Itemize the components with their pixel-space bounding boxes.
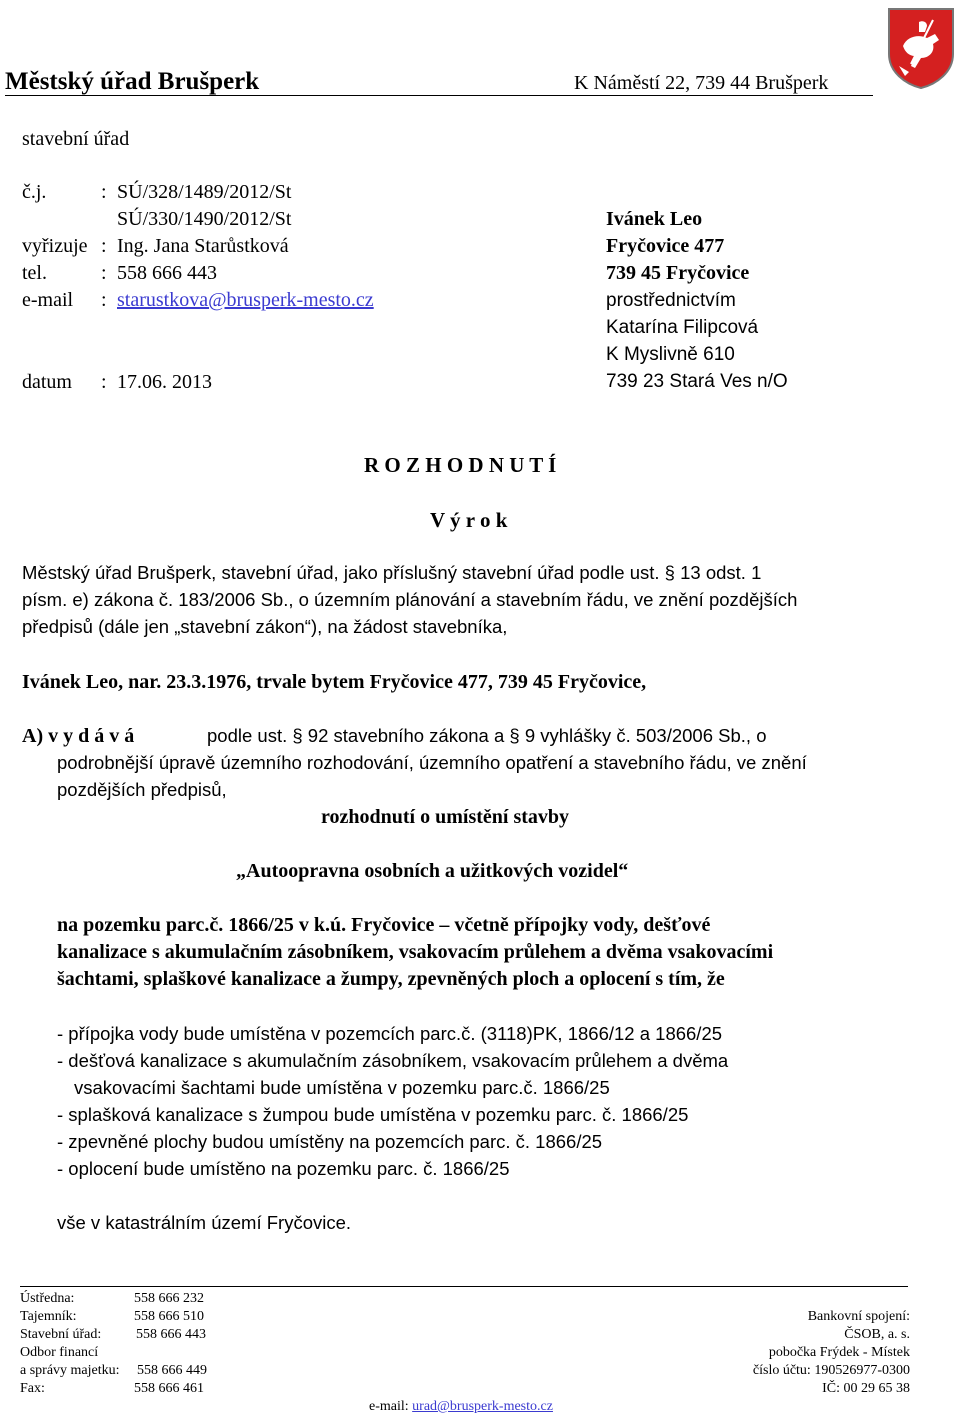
applicant: Ivánek Leo, nar. 23.3.1976, trvale bytem Fryčovice 477, 739 45 Fryčovice, <box>22 671 647 693</box>
parcel-line-2: kanalizace s akumulačním zásobníkem, vsakovacím průlehem a dvěma vsakovacími <box>57 941 774 963</box>
vyrizuje-value: Ing. Jana Starůstková <box>117 235 289 257</box>
recipient-via: prostřednictvím <box>606 290 736 311</box>
datum-label: datum <box>22 371 72 393</box>
bank-label: Bankovní spojení: <box>807 1309 910 1324</box>
intro-line-3: předpisů (dále jen „stavební zákon“), na žádost stavebníka, <box>22 616 508 637</box>
footer-value: 558 666 510 <box>134 1309 204 1324</box>
company-id: IČ: 00 29 65 38 <box>822 1381 910 1396</box>
list-item: - dešťová kanalizace s akumulačním zásobníkem, vsakovacím průlehem a dvěma <box>57 1050 729 1071</box>
email-sep: : <box>101 289 107 311</box>
list-item: vsakovacími šachtami bude umístěna v pozemku parc.č. 1866/25 <box>74 1077 610 1098</box>
footer-label: Stavební úřad: <box>20 1327 102 1342</box>
footer-email-label: e-mail: <box>369 1399 409 1414</box>
vyrizuje-sep: : <box>101 235 107 257</box>
datum-sep: : <box>101 371 107 393</box>
proxy-city: 739 23 Stará Ves n/O <box>606 371 788 392</box>
decision-title: R O Z H O D N U T Í <box>364 453 557 477</box>
verdict-text-2: podrobnější úpravě územního rozhodování, územního opatření a stavebního řádu, ve znění <box>57 752 807 773</box>
list-item: - splašková kanalizace s žumpou bude umístěna v pozemku parc. č. 1866/25 <box>57 1104 689 1125</box>
parcel-line-3: šachtami, splaškové kanalizace a žumpy, zpevněných ploch a oplocení s tím, že <box>57 968 725 990</box>
bank-branch: pobočka Frýdek - Místek <box>768 1345 910 1360</box>
decision-type: rozhodnutí o umístění stavby <box>321 806 570 828</box>
list-item: - zpevněné plochy budou umístěny na pozemcích parc. č. 1866/25 <box>57 1131 603 1152</box>
footer-email <box>369 1399 553 1415</box>
footer-label: a správy majetku: <box>20 1363 120 1378</box>
footer-label: Fax: <box>20 1381 45 1396</box>
bank-account: číslo účtu: 190526977-0300 <box>752 1363 910 1378</box>
list-item: - oplocení bude umístěno na pozemku parc. č. 1866/25 <box>57 1158 510 1179</box>
bank-name: ČSOB, a. s. <box>844 1327 910 1342</box>
recipient-street: Fryčovice 477 <box>606 235 725 257</box>
email-label: e-mail <box>22 289 74 311</box>
footer-value: 558 666 443 <box>136 1327 206 1342</box>
office-address: K Náměstí 22, 739 44 Brušperk <box>574 72 829 94</box>
proxy-name: Katarína Filipcová <box>606 317 759 338</box>
footer-value: 558 666 232 <box>134 1291 204 1306</box>
department: stavební úřad <box>22 128 130 150</box>
tel-value: 558 666 443 <box>117 262 217 284</box>
email-link[interactable]: starustkova@brusperk-mesto.cz <box>117 289 374 311</box>
footer-label: Ústředna: <box>20 1291 75 1306</box>
cj-label: č.j. <box>22 181 47 203</box>
decision-subtitle: V ý r o k <box>430 508 508 532</box>
header-rule <box>5 95 873 96</box>
tel-sep: : <box>101 262 107 284</box>
footer-value: 558 666 449 <box>137 1363 207 1378</box>
coat-of-arms-icon <box>885 6 957 90</box>
footer-label: Tajemník: <box>20 1309 77 1324</box>
territory: vše v katastrálním území Fryčovice. <box>57 1212 352 1233</box>
intro-line-2: písm. e) zákona č. 183/2006 Sb., o územním plánování a stavebním řádu, ve znění pozdějších <box>22 589 798 610</box>
intro-line-1: Městský úřad Brušperk, stavební úřad, jako příslušný stavební úřad podle ust. § 13 odst. 1 <box>22 562 762 583</box>
datum-value: 17.06. 2013 <box>117 371 212 393</box>
proxy-street: K Myslivně 610 <box>606 344 735 365</box>
footer-label: Odbor financí <box>20 1345 99 1360</box>
recipient-name: Ivánek Leo <box>606 208 703 230</box>
cj-value-2: SÚ/330/1490/2012/St <box>117 208 292 230</box>
recipient-city: 739 45 Fryčovice <box>606 262 750 284</box>
cj-value-1: SÚ/328/1489/2012/St <box>117 181 292 203</box>
footer-rule <box>20 1286 908 1287</box>
footer-value: 558 666 461 <box>134 1381 204 1396</box>
office-name: Městský úřad Brušperk <box>5 68 260 95</box>
project-name: „Autoopravna osobních a užitkových vozidel“ <box>236 860 629 882</box>
parcel-line-1: na pozemku parc.č. 1866/25 v k.ú. Fryčovice – včetně přípojky vody, dešťové <box>57 914 711 936</box>
list-item: - přípojka vody bude umístěna v pozemcích parc.č. (3118)PK, 1866/12 a 1866/25 <box>57 1023 723 1044</box>
tel-label: tel. <box>22 262 47 284</box>
verdict-text-1: podle ust. § 92 stavebního zákona a § 9 vyhlášky č. 503/2006 Sb., o <box>207 725 767 746</box>
footer-email-link[interactable]: urad@brusperk-mesto.cz <box>412 1399 553 1414</box>
verdict-text-3: pozdějších předpisů, <box>57 779 227 800</box>
cj-sep: : <box>101 181 107 203</box>
vyrizuje-label: vyřizuje <box>22 235 88 257</box>
verdict-label: A) v y d á v á <box>22 725 135 747</box>
